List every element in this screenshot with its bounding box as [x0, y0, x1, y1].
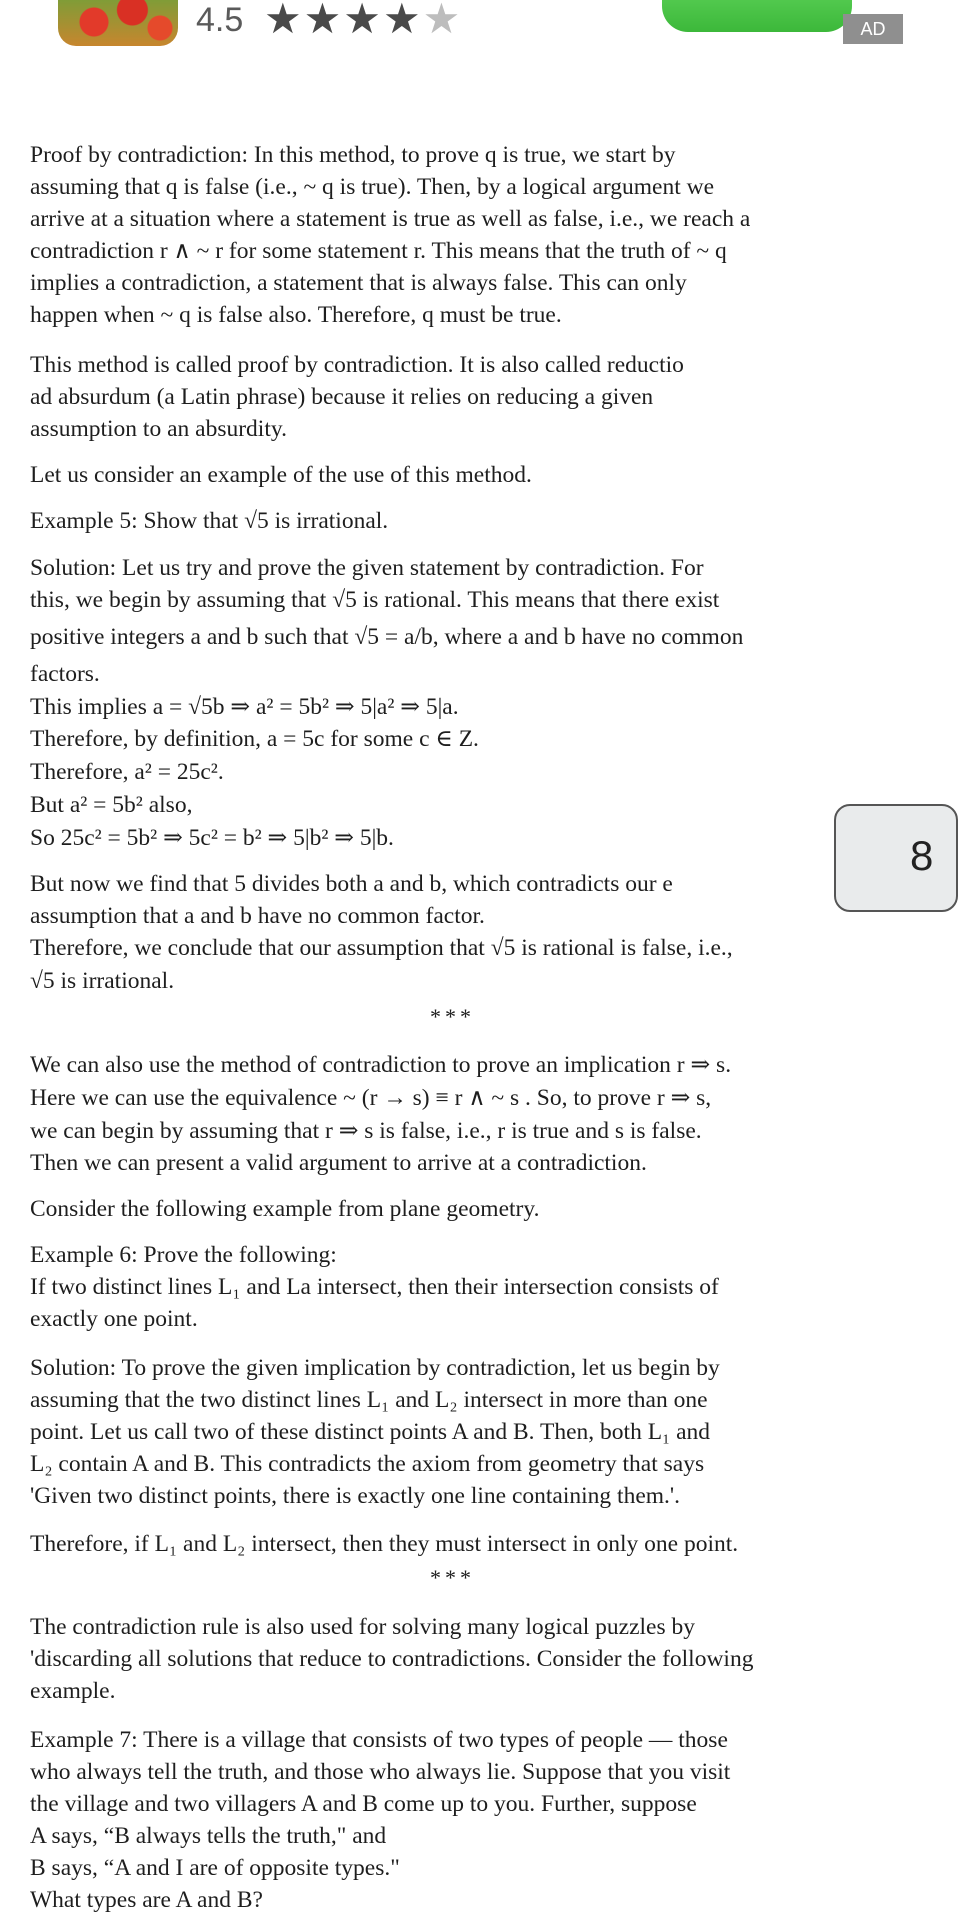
page-side-tab[interactable]: [834, 804, 958, 912]
text-line: We can also use the method of contradiction to prove an implication r ⇒ s.: [30, 1052, 732, 1078]
half-star-icon: ★: [422, 0, 463, 43]
app-icon[interactable]: [58, 0, 178, 46]
text-line: Example 7: There is a village that consists of two types of people — those: [30, 1727, 728, 1753]
text-line: But a² = 5b² also,: [30, 792, 193, 818]
text-line: Example 6: Prove the following:: [30, 1242, 337, 1268]
text-line: Therefore, we conclude that our assumption that √5 is rational is false, i.e.,: [30, 935, 733, 961]
text-line: Example 5: Show that √5 is irrational.: [30, 508, 389, 534]
ad-install-button[interactable]: [662, 0, 852, 32]
text-line: the village and two villagers A and B come up to you. Further, suppose: [30, 1791, 697, 1817]
text-line: Here we can use the equivalence ~ (r → s) ≡ r ∧ ~ s . So, to prove r ⇒ s,: [30, 1085, 712, 1111]
text-line: If two distinct lines L₁ and La intersect, then their intersection consists of: [30, 1274, 719, 1300]
text-line: Therefore, a² = 25c².: [30, 759, 224, 785]
text-line: assuming that the two distinct lines L₁ and L₂ intersect in more than one: [30, 1387, 708, 1413]
text-line: assuming that q is false (i.e., ~ q is true). Then, by a logical argument we: [30, 174, 715, 200]
text-line: example.: [30, 1678, 116, 1704]
text-line: Therefore, by definition, a = 5c for some c ∈ Z.: [30, 726, 479, 752]
text-line: factors.: [30, 661, 100, 687]
text-line: This implies a = √5b ⇒ a² = 5b² ⇒ 5|a² ⇒ 5|a.: [30, 694, 459, 720]
section-separator: ***: [430, 1004, 475, 1029]
text-line: positive integers a and b such that √5 = a/b, where a and b have no common: [30, 624, 744, 650]
text-line: implies a contradiction, a statement that is always false. This can only: [30, 270, 687, 296]
text-line: point. Let us call two of these distinct points A and B. Then, both L₁ and: [30, 1419, 711, 1445]
star-rating-icon: [264, 0, 462, 42]
text-line: assumption to an absurdity.: [30, 416, 287, 442]
text-line: 'Given two distinct points, there is exactly one line containing them.'.: [30, 1483, 681, 1509]
ad-banner[interactable]: [0, 0, 930, 48]
text-line: Consider the following example from plane geometry.: [30, 1196, 540, 1222]
page-number: 8: [910, 832, 934, 879]
text-line: Let us consider an example of the use of this method.: [30, 462, 532, 488]
text-line: L₂ contain A and B. This contradicts the axiom from geometry that says: [30, 1451, 705, 1477]
text-line: assumption that a and b have no common factor.: [30, 903, 485, 929]
text-line: Solution: To prove the given implication by contradiction, let us begin by: [30, 1355, 720, 1381]
ad-rating-value: 4.5: [196, 1, 244, 39]
text-line: This method is called proof by contradiction. It is also called reductio: [30, 352, 684, 378]
text-line: this, we begin by assuming that √5 is rational. This means that there exist: [30, 587, 720, 613]
text-line: Then we can present a valid argument to arrive at a contradiction.: [30, 1150, 647, 1176]
text-line: arrive at a situation where a statement is true as well as false, i.e., we reach a: [30, 206, 751, 232]
text-line: Proof by contradiction: In this method, to prove q is true, we start by: [30, 142, 676, 168]
filled-stars: ★★★★: [264, 0, 423, 43]
text-line: who always tell the truth, and those who always lie. Suppose that you visit: [30, 1759, 731, 1785]
text-line: Therefore, if L₁ and L₂ intersect, then they must intersect in only one point.: [30, 1531, 739, 1557]
text-line: What types are A and B?: [30, 1887, 263, 1913]
text-line: √5 is irrational.: [30, 968, 175, 994]
text-line: Solution: Let us try and prove the given statement by contradiction. For: [30, 555, 704, 581]
text-line: 'discarding all solutions that reduce to contradictions. Consider the following: [30, 1646, 754, 1672]
text-line: happen when ~ q is false also. Therefore, q must be true.: [30, 302, 562, 328]
text-line: So 25c² = 5b² ⇒ 5c² = b² ⇒ 5|b² ⇒ 5|b.: [30, 825, 394, 851]
text-line: we can begin by assuming that r ⇒ s is false, i.e., r is true and s is false.: [30, 1118, 702, 1144]
ad-badge[interactable]: AD: [843, 14, 903, 44]
text-line: A says, “B always tells the truth," and: [30, 1823, 387, 1849]
text-line: contradiction r ∧ ~ r for some statement r. This means that the truth of ~ q: [30, 238, 727, 264]
text-line: B says, “A and I are of opposite types.": [30, 1855, 400, 1881]
text-line: But now we find that 5 divides both a and b, which contradicts our e: [30, 871, 673, 897]
section-separator: ***: [430, 1565, 475, 1590]
text-line: exactly one point.: [30, 1306, 198, 1332]
text-line: ad absurdum (a Latin phrase) because it relies on reducing a given: [30, 384, 654, 410]
text-line: The contradiction rule is also used for solving many logical puzzles by: [30, 1614, 696, 1640]
